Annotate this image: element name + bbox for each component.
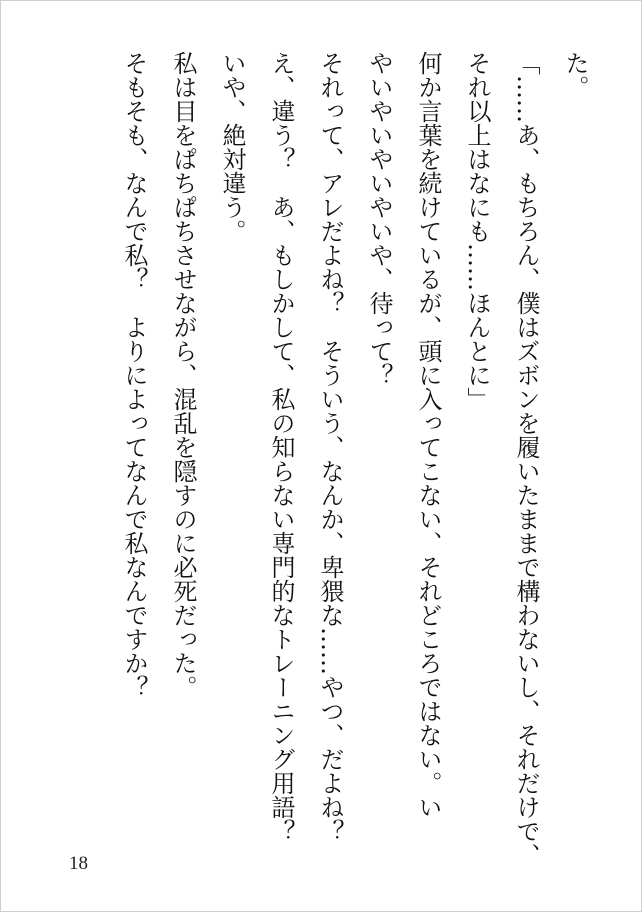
text-line: そもそも、なんで私？ よりによってなんで私なんですか？ xyxy=(120,51,148,699)
text-line: た。 xyxy=(561,51,589,99)
vertical-text-body xyxy=(109,51,599,867)
page-number: 18 xyxy=(69,853,88,874)
text-line: やいやいやいやいや、待って？ xyxy=(365,51,393,387)
text-line: 何か言葉を続けているが、頭に入ってこない、それどころではない。い xyxy=(414,51,442,819)
text-line: 私は目をぱちぱちさせながら、混乱を隠すのに必死だった。 xyxy=(169,51,197,699)
text-line: それ以上はなにも……ほんとに」 xyxy=(463,51,491,411)
text-line: いや、絶対違う。 xyxy=(218,51,246,243)
text-line: それって、アレだよね？ そういう、なんか、卑猥な……やつ、だよね？ xyxy=(316,51,344,843)
text-line: 「……あ、もちろん、僕はズボンを履いたままで構わないし、それだけで、 xyxy=(512,51,540,867)
text-line: え、違う？ あ、もしかして、私の知らない専門的なトレーニング用語？ xyxy=(267,51,295,843)
